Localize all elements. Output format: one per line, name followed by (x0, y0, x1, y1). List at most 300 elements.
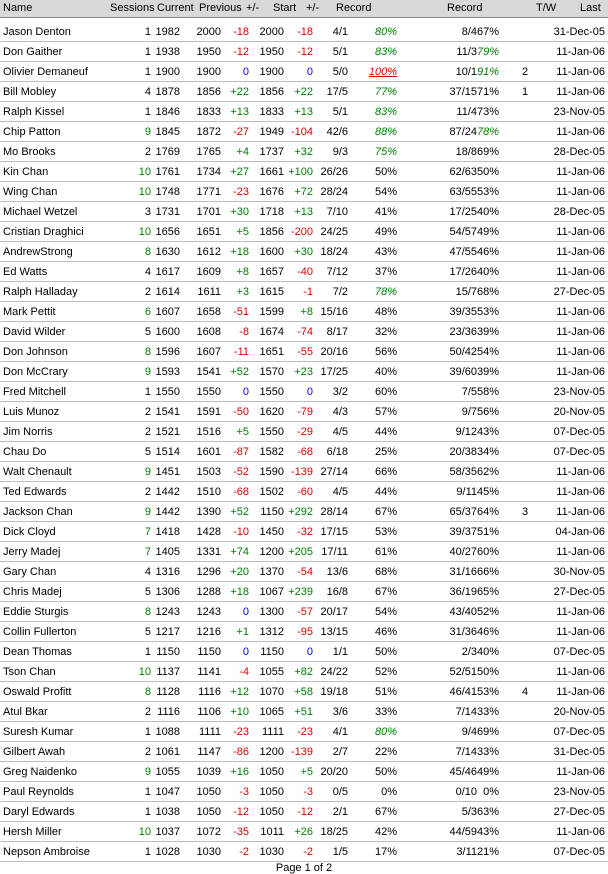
cell-d2: -200 (290, 226, 313, 238)
cell-start: 1550 (259, 386, 284, 398)
cell-rec1: 7/2 (332, 286, 348, 298)
cell-rec1: 7/10 (326, 206, 348, 218)
cell-current: 1982 (155, 26, 180, 38)
cell-name: Walt Chenault (3, 466, 72, 478)
cell-pct1: 32% (374, 326, 397, 338)
cell-pct1: 60% (374, 386, 397, 398)
cell-rec2: 11/3 (456, 46, 477, 58)
cell-pct1: 48% (374, 306, 397, 318)
cell-pct1: 75% (374, 146, 397, 158)
cell-rec1: 9/3 (332, 146, 348, 158)
cell-rec1: 24/22 (320, 666, 348, 678)
cell-d1: +18 (230, 246, 249, 258)
cell-name: Jerry Madej (3, 546, 61, 558)
cell-pct2: 53% (476, 686, 499, 698)
cell-current: 1614 (155, 286, 180, 298)
cell-rec2: 45/46 (449, 766, 477, 778)
table-row (0, 722, 608, 742)
cell-pct1: 67% (374, 586, 397, 598)
cell-name: Chris Madej (3, 586, 62, 598)
cell-rec2: 9/11 (456, 486, 477, 498)
cell-sessions: 10 (138, 666, 151, 678)
table-row (0, 42, 608, 62)
cell-name: Atul Bkar (3, 706, 48, 718)
table-row (0, 742, 608, 762)
table-row (0, 342, 608, 362)
cell-last: 11-Jan-06 (556, 66, 605, 78)
cell-sessions: 2 (144, 746, 151, 758)
cell-previous: 1900 (196, 66, 221, 78)
table-row (0, 802, 608, 822)
cell-start: 1150 (260, 646, 284, 658)
cell-d2: +32 (294, 146, 313, 158)
cell-last: 11-Jan-06 (556, 766, 605, 778)
table-row (0, 842, 608, 862)
cell-previous: 1106 (197, 706, 221, 718)
cell-sessions: 8 (144, 246, 151, 258)
cell-pct2: 56% (476, 406, 499, 418)
cell-rec1: 13/15 (320, 626, 348, 638)
table-row (0, 442, 608, 462)
cell-rec2: 9/7 (461, 406, 477, 418)
cell-pct1: 17% (374, 846, 397, 858)
cell-pct1: 0% (381, 786, 397, 798)
cell-sessions: 7 (144, 526, 151, 538)
cell-last: 28-Dec-05 (553, 206, 605, 218)
cell-last: 07-Dec-05 (553, 426, 605, 438)
cell-start: 1856 (259, 86, 284, 98)
cell-sessions: 2 (144, 486, 151, 498)
cell-pct1: 100% (368, 66, 397, 78)
cell-sessions: 3 (144, 206, 151, 218)
cell-previous: 1872 (196, 126, 221, 138)
cell-last: 11-Jan-06 (556, 326, 605, 338)
cell-d1: -51 (233, 306, 249, 318)
cell-pct1: 83% (374, 106, 397, 118)
cell-name: Eddie Sturgis (3, 606, 69, 618)
cell-name: Chip Patton (3, 126, 61, 138)
cell-d1: 0 (242, 66, 249, 78)
cell-d2: -3 (303, 786, 313, 798)
cell-previous: 1611 (197, 286, 221, 298)
cell-rec1: 1/1 (332, 646, 348, 658)
cell-start: 1050 (259, 766, 284, 778)
cell-current: 1442 (155, 506, 180, 518)
cell-pct1: 46% (374, 626, 397, 638)
cell-previous: 1658 (196, 306, 221, 318)
cell-pct2: 69% (476, 726, 499, 738)
cell-pct2: 53% (476, 306, 499, 318)
cell-d2: -68 (297, 446, 313, 458)
cell-previous: 1833 (196, 106, 221, 118)
cell-current: 1550 (155, 386, 180, 398)
cell-pct2: 71% (476, 86, 499, 98)
cell-pct2: 52% (476, 606, 499, 618)
cell-d2: -60 (297, 486, 313, 498)
cell-rec1: 17/25 (320, 366, 348, 378)
cell-pct2: 45% (476, 486, 499, 498)
cell-previous: 1503 (196, 466, 221, 478)
cell-start: 1856 (259, 226, 284, 238)
cell-sessions: 1 (144, 386, 151, 398)
cell-d1: +5 (236, 226, 249, 238)
cell-pct1: 51% (374, 686, 397, 698)
cell-last: 07-Dec-05 (553, 446, 605, 458)
cell-pct1: 68% (374, 566, 397, 578)
cell-start: 1949 (259, 126, 284, 138)
cell-rec1: 18/24 (320, 246, 348, 258)
cell-rec1: 28/14 (320, 506, 348, 518)
cell-current: 1038 (155, 806, 180, 818)
table-row (0, 522, 608, 542)
cell-pct2: 40% (476, 646, 499, 658)
cell-current: 1845 (155, 126, 180, 138)
table-row (0, 102, 608, 122)
cell-previous: 1050 (196, 806, 221, 818)
cell-d2: +205 (288, 546, 313, 558)
header-delta-previous: +/- (246, 2, 260, 14)
cell-d1: -27 (233, 126, 249, 138)
cell-rec2: 39/37 (449, 526, 477, 538)
table-row (0, 282, 608, 302)
cell-d1: +20 (230, 566, 249, 578)
cell-previous: 1591 (196, 406, 221, 418)
cell-pct2: 58% (476, 386, 499, 398)
cell-name: Michael Wetzel (3, 206, 78, 218)
page-indicator: Page 1 of 2 (275, 862, 333, 874)
cell-d1: -12 (233, 46, 249, 58)
cell-name: Bill Mobley (3, 86, 57, 98)
cell-rec2: 8/4 (461, 26, 477, 38)
cell-d2: +100 (288, 166, 313, 178)
cell-pct1: 49% (374, 226, 397, 238)
cell-name: Luis Munoz (3, 406, 60, 418)
cell-d1: +18 (230, 586, 249, 598)
cell-d1: +52 (230, 506, 249, 518)
cell-pct2: 39% (476, 326, 499, 338)
standings-table (0, 22, 608, 862)
table-row (0, 822, 608, 842)
cell-current: 1938 (155, 46, 180, 58)
cell-rec1: 4/5 (332, 426, 348, 438)
cell-pct2: 67% (476, 26, 499, 38)
cell-start: 1150 (260, 506, 284, 518)
cell-last: 23-Nov-05 (553, 386, 605, 398)
cell-rec2: 18/8 (455, 146, 477, 158)
cell-rec1: 17/15 (320, 526, 348, 538)
cell-pct2: 91% (476, 66, 499, 78)
table-row (0, 582, 608, 602)
cell-rec1: 24/25 (320, 226, 348, 238)
cell-last: 11-Jan-06 (556, 126, 605, 138)
cell-d1: +22 (230, 86, 249, 98)
cell-start: 2000 (259, 26, 284, 38)
cell-pct2: 43% (476, 426, 499, 438)
cell-sessions: 4 (144, 86, 151, 98)
cell-last: 27-Dec-05 (553, 586, 605, 598)
cell-d1: +12 (230, 686, 249, 698)
table-row (0, 782, 608, 802)
cell-name: Chau Do (3, 446, 47, 458)
cell-sessions: 9 (144, 766, 151, 778)
cell-pct2: 63% (476, 806, 499, 818)
cell-pct2: 64% (476, 506, 499, 518)
cell-d2: -12 (297, 46, 313, 58)
table-row (0, 682, 608, 702)
cell-d2: +30 (294, 246, 313, 258)
cell-previous: 1039 (196, 766, 221, 778)
cell-rec1: 4/5 (332, 486, 348, 498)
cell-name: Collin Fullerton (3, 626, 77, 638)
cell-name: Ralph Kissel (3, 106, 65, 118)
table-row (0, 642, 608, 662)
table-row (0, 82, 608, 102)
cell-name: Don Johnson (3, 346, 68, 358)
cell-pct2: 46% (476, 626, 499, 638)
cell-last: 11-Jan-06 (556, 226, 605, 238)
cell-previous: 1601 (196, 446, 221, 458)
cell-current: 1731 (155, 206, 180, 218)
cell-start: 1570 (259, 366, 284, 378)
cell-rec2: 15/7 (455, 286, 477, 298)
cell-start: 1651 (259, 346, 284, 358)
cell-d1: +13 (230, 106, 249, 118)
cell-sessions: 8 (144, 686, 151, 698)
cell-current: 1596 (155, 346, 180, 358)
cell-d2: +8 (300, 306, 313, 318)
cell-d2: -2 (303, 846, 313, 858)
cell-rec1: 8/17 (326, 326, 348, 338)
cell-d1: 0 (242, 386, 249, 398)
cell-start: 1615 (259, 286, 284, 298)
cell-last: 31-Dec-05 (553, 26, 605, 38)
cell-previous: 1607 (196, 346, 221, 358)
cell-d2: -1 (303, 286, 313, 298)
cell-last: 11-Jan-06 (556, 486, 605, 498)
header-record-games: Record (447, 2, 483, 14)
cell-start: 1590 (259, 466, 284, 478)
cell-tw: 2 (521, 66, 529, 78)
cell-sessions: 2 (144, 286, 151, 298)
cell-d1: +74 (230, 546, 249, 558)
cell-pct1: 42% (374, 826, 397, 838)
table-row (0, 122, 608, 142)
cell-sessions: 5 (144, 446, 151, 458)
cell-last: 11-Jan-06 (556, 86, 605, 98)
cell-start: 1900 (259, 66, 284, 78)
cell-d2: -74 (297, 326, 313, 338)
cell-pct2: 0% (483, 786, 499, 798)
table-row (0, 562, 608, 582)
cell-previous: 1111 (198, 726, 221, 738)
header-record-session: Record (336, 2, 372, 14)
cell-tw: 3 (521, 506, 529, 518)
cell-sessions: 8 (144, 606, 151, 618)
cell-start: 1833 (259, 106, 284, 118)
cell-d2: +292 (288, 506, 313, 518)
cell-pct1: 50% (374, 766, 397, 778)
cell-current: 1037 (155, 826, 180, 838)
cell-start: 1661 (259, 166, 284, 178)
cell-start: 1067 (259, 586, 284, 598)
cell-current: 1878 (155, 86, 180, 98)
cell-d2: -95 (297, 626, 313, 638)
cell-d1: +5 (236, 426, 249, 438)
cell-rec1: 2/7 (332, 746, 348, 758)
cell-name: Daryl Edwards (3, 806, 75, 818)
cell-last: 11-Jan-06 (556, 686, 605, 698)
cell-current: 1055 (155, 766, 180, 778)
cell-d1: -2 (239, 846, 249, 858)
cell-last: 11-Jan-06 (556, 506, 605, 518)
cell-current: 1630 (155, 246, 180, 258)
cell-rec1: 17/5 (326, 86, 348, 98)
cell-pct2: 33% (476, 746, 499, 758)
cell-rec2: 62/63 (449, 166, 477, 178)
cell-previous: 1510 (196, 486, 221, 498)
cell-pct2: 40% (476, 266, 499, 278)
cell-d2: 0 (306, 646, 313, 658)
cell-current: 1451 (155, 466, 180, 478)
cell-d1: +4 (236, 146, 249, 158)
cell-pct2: 50% (476, 166, 499, 178)
cell-rec1: 42/6 (326, 126, 348, 138)
cell-current: 1600 (155, 326, 180, 338)
cell-rec2: 31/16 (449, 566, 477, 578)
cell-start: 1111 (261, 726, 284, 738)
cell-last: 20-Nov-05 (553, 706, 605, 718)
cell-last: 11-Jan-06 (556, 186, 605, 198)
cell-d1: -8 (239, 326, 249, 338)
cell-rec1: 16/8 (326, 586, 348, 598)
cell-name: Gilbert Awah (3, 746, 66, 758)
cell-pct2: 40% (476, 206, 499, 218)
cell-previous: 1701 (196, 206, 221, 218)
cell-sessions: 7 (144, 546, 151, 558)
cell-start: 1070 (259, 686, 284, 698)
cell-rec2: 0/10 (455, 786, 477, 798)
cell-d2: -79 (297, 406, 313, 418)
cell-previous: 1072 (196, 826, 221, 838)
cell-d2: -54 (297, 566, 313, 578)
cell-d2: 0 (306, 66, 313, 78)
table-row (0, 502, 608, 522)
cell-name: Mark Pettit (3, 306, 56, 318)
cell-previous: 1116 (198, 686, 221, 698)
cell-d1: +16 (230, 766, 249, 778)
cell-d2: -32 (297, 526, 313, 538)
cell-last: 11-Jan-06 (556, 306, 605, 318)
cell-pct2: 51% (476, 526, 499, 538)
cell-sessions: 1 (144, 806, 151, 818)
cell-previous: 1147 (197, 746, 221, 758)
cell-d1: -50 (233, 406, 249, 418)
cell-last: 23-Nov-05 (553, 786, 605, 798)
cell-rec2: 9/4 (461, 726, 477, 738)
cell-name: Wing Chan (3, 186, 58, 198)
cell-d1: 0 (242, 646, 249, 658)
cell-pct2: 60% (476, 546, 499, 558)
cell-last: 11-Jan-06 (556, 826, 605, 838)
cell-name: Dick Cloyd (3, 526, 56, 538)
cell-d1: -23 (233, 726, 249, 738)
cell-start: 1300 (259, 606, 284, 618)
table-row (0, 262, 608, 282)
cell-rec1: 1/5 (332, 846, 348, 858)
cell-sessions: 4 (144, 266, 151, 278)
cell-d2: +13 (294, 106, 313, 118)
cell-d2: -23 (297, 726, 313, 738)
table-row (0, 662, 608, 682)
cell-pct1: 25% (374, 446, 397, 458)
cell-sessions: 10 (138, 186, 151, 198)
table-row (0, 462, 608, 482)
cell-rec1: 15/16 (320, 306, 348, 318)
cell-sessions: 1 (144, 726, 151, 738)
cell-pct1: 57% (374, 406, 397, 418)
cell-previous: 2000 (196, 26, 221, 38)
cell-name: Gary Chan (3, 566, 57, 578)
cell-pct2: 39% (476, 366, 499, 378)
table-row (0, 242, 608, 262)
cell-rec2: 7/14 (455, 706, 477, 718)
cell-previous: 1428 (196, 526, 221, 538)
cell-pct2: 21% (476, 846, 499, 858)
cell-pct1: 50% (374, 646, 397, 658)
cell-pct2: 43% (476, 826, 499, 838)
cell-rec1: 20/20 (320, 766, 348, 778)
cell-name: David Wilder (3, 326, 66, 338)
cell-start: 1200 (259, 746, 284, 758)
cell-last: 11-Jan-06 (556, 246, 605, 258)
cell-rec2: 87/24 (449, 126, 477, 138)
cell-sessions: 9 (144, 366, 151, 378)
cell-last: 31-Dec-05 (553, 746, 605, 758)
table-row (0, 302, 608, 322)
cell-pct1: 53% (374, 526, 397, 538)
cell-current: 1761 (155, 166, 180, 178)
table-row (0, 62, 608, 82)
cell-last: 11-Jan-06 (556, 366, 605, 378)
cell-start: 1030 (259, 846, 284, 858)
table-row (0, 762, 608, 782)
cell-pct2: 49% (476, 766, 499, 778)
cell-rec1: 5/0 (332, 66, 348, 78)
cell-rec1: 26/26 (320, 166, 348, 178)
cell-rec1: 2/1 (332, 806, 348, 818)
cell-start: 1620 (259, 406, 284, 418)
cell-last: 11-Jan-06 (556, 626, 605, 638)
cell-sessions: 4 (144, 566, 151, 578)
cell-sessions: 1 (144, 46, 151, 58)
cell-last: 11-Jan-06 (556, 166, 605, 178)
table-row (0, 402, 608, 422)
cell-start: 1550 (259, 426, 284, 438)
column-header-bar (0, 0, 608, 18)
cell-d2: +82 (294, 666, 313, 678)
cell-sessions: 1 (144, 646, 151, 658)
cell-pct2: 34% (476, 446, 499, 458)
cell-current: 1607 (155, 306, 180, 318)
cell-previous: 1216 (196, 626, 221, 638)
cell-previous: 1030 (196, 846, 221, 858)
cell-current: 1769 (155, 146, 180, 158)
cell-previous: 1771 (196, 186, 221, 198)
cell-name: Ed Watts (3, 266, 48, 278)
cell-start: 1050 (259, 786, 284, 798)
cell-rec2: 37/15 (449, 86, 477, 98)
cell-pct2: 69% (476, 146, 499, 158)
